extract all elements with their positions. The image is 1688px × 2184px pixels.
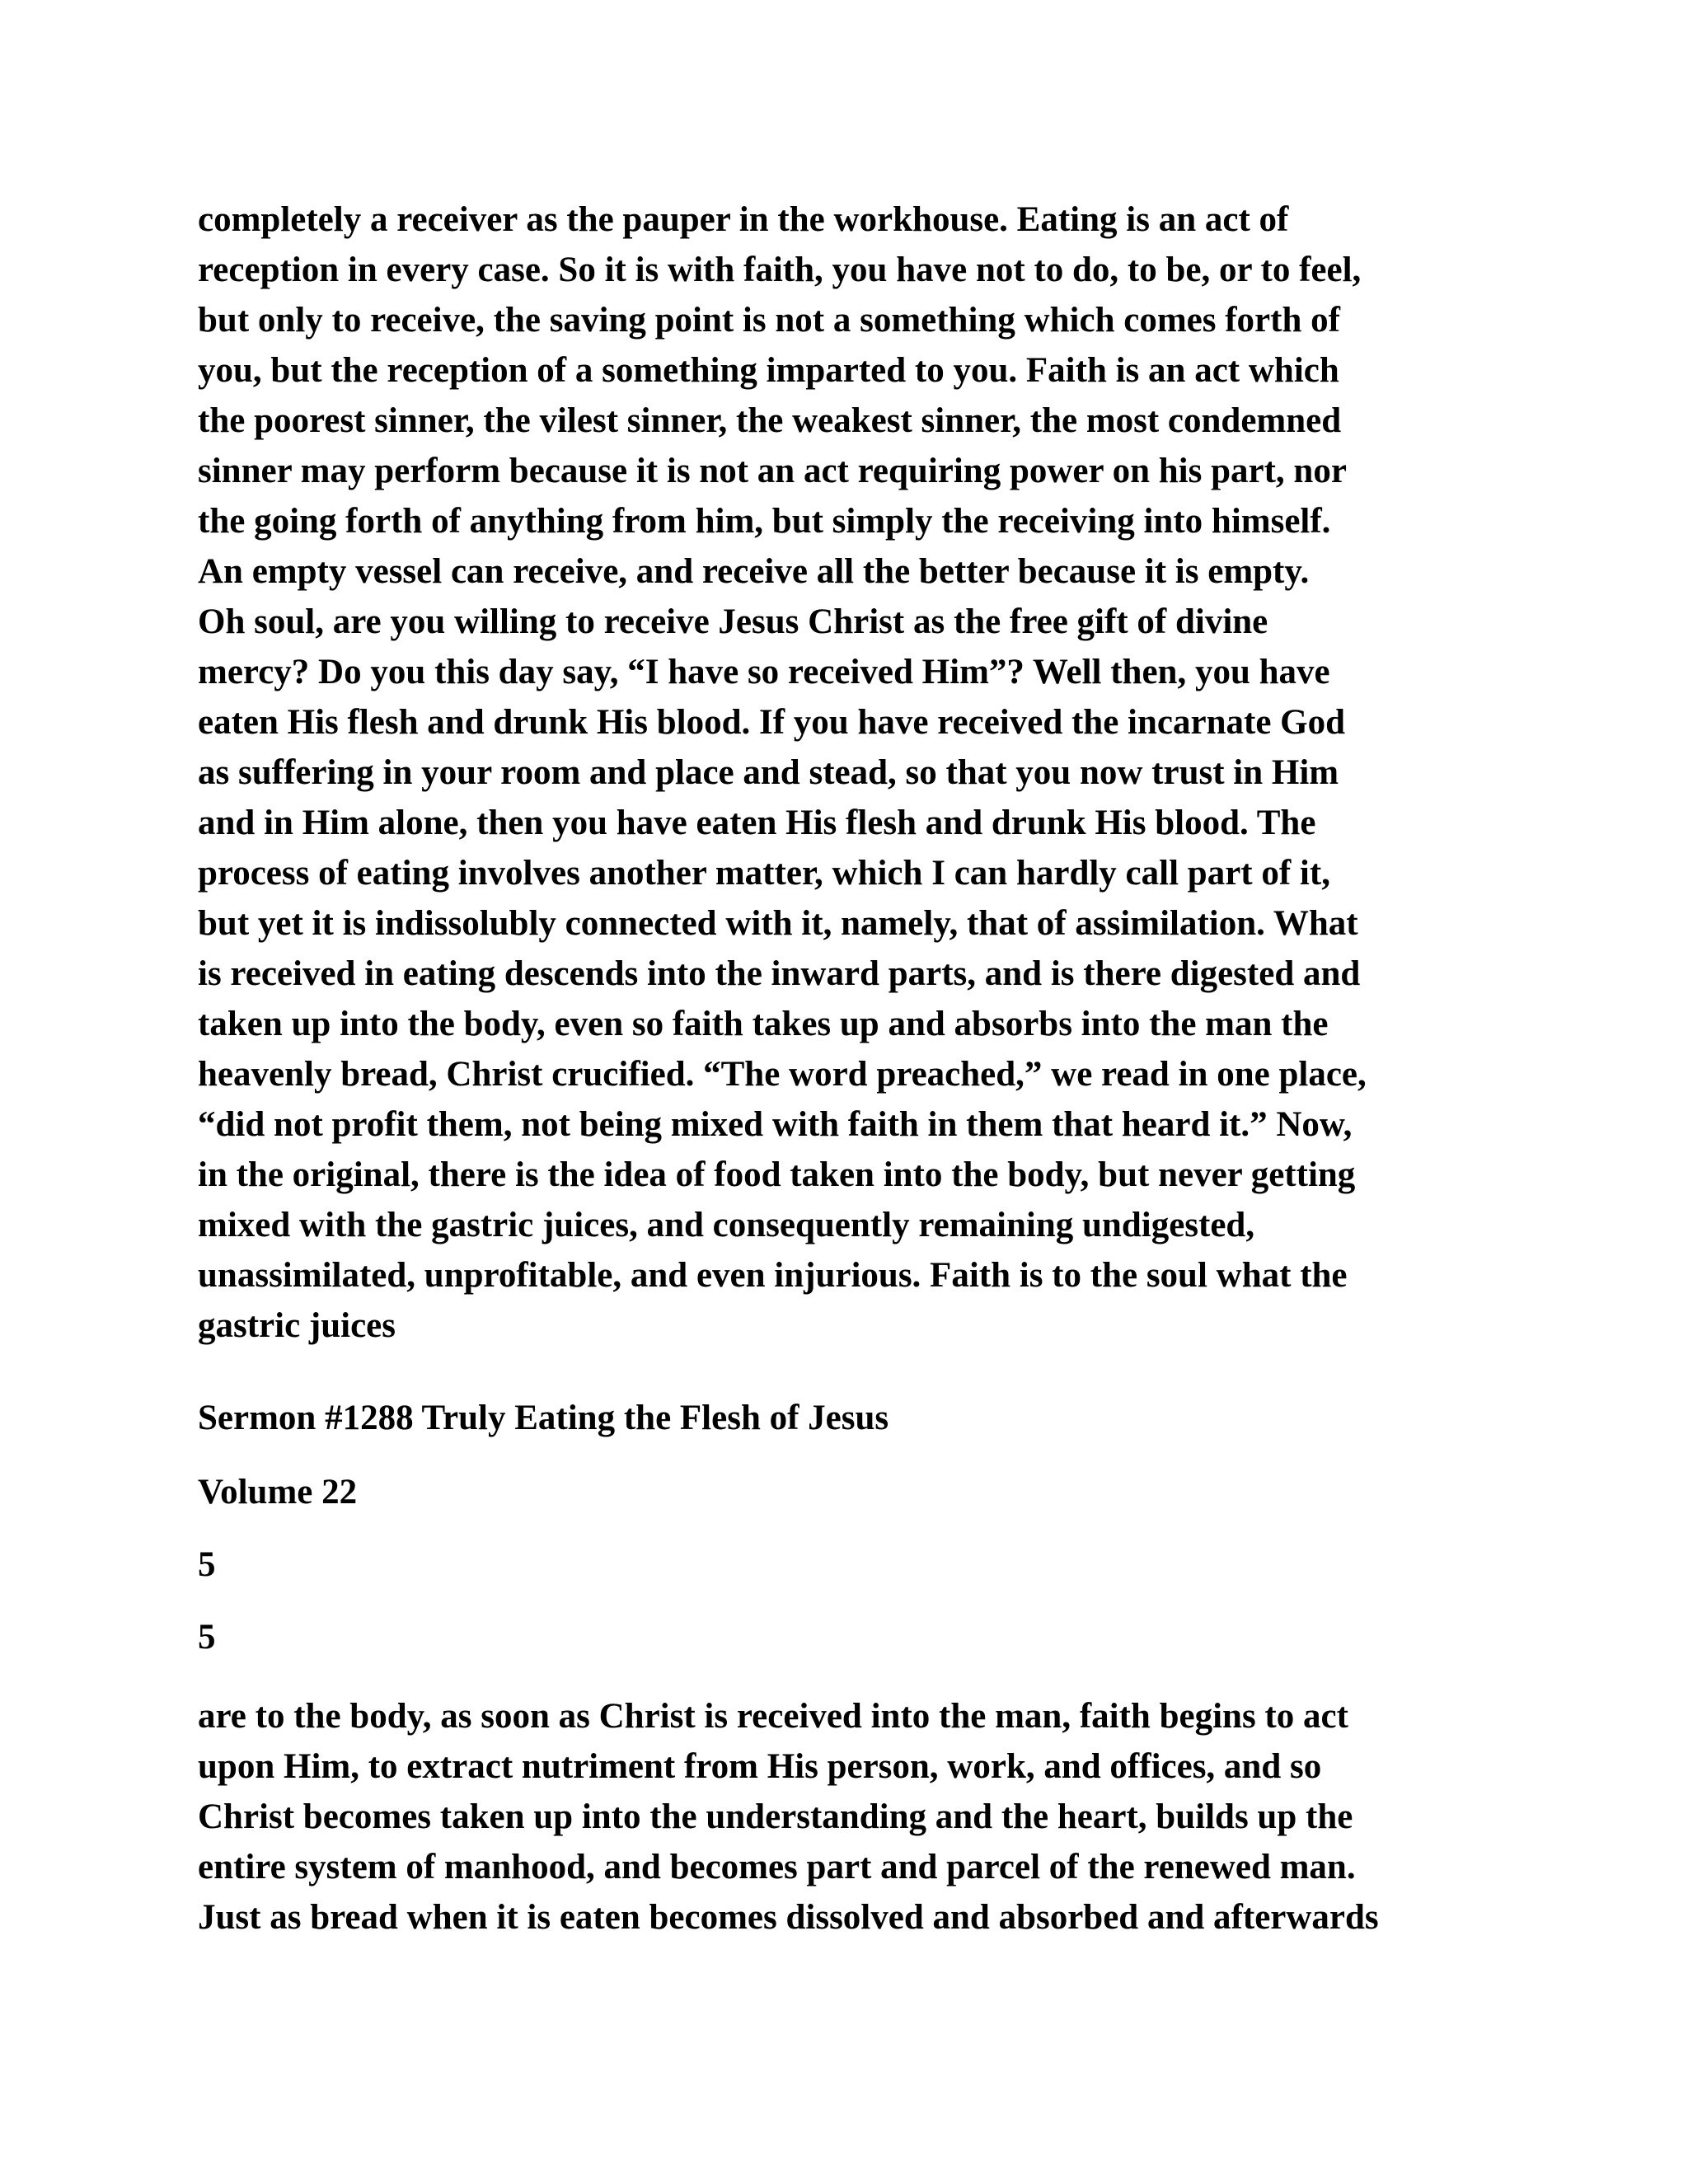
text-line: Oh soul, are you willing to receive Jesus Christ as the free gift of divine — [198, 602, 1268, 641]
text-line: taken up into the body, even so faith takes up and absorbs into the man the — [198, 1005, 1329, 1043]
text-line: in the original, there is the idea of food taken into the body, but never getting — [198, 1155, 1356, 1194]
text-line: unassimilated, unprofitable, and even injurious. Faith is to the soul what the — [198, 1256, 1348, 1295]
text-line: mercy? Do you this day say, “I have so received Him”? Well then, you have — [198, 653, 1330, 691]
sermon-title: Sermon #1288 Truly Eating the Flesh of Jesus — [198, 1399, 889, 1437]
text-line: is received in eating descends into the inward parts, and is there digested and — [198, 954, 1361, 993]
text-line: Just as bread when it is eaten becomes dissolved and absorbed and afterwards — [198, 1898, 1379, 1937]
text-line: but yet it is indissolubly connected with it, namely, that of assimilation. What — [198, 904, 1358, 943]
body-paragraph-1 — [198, 194, 1500, 1351]
text-line: reception in every case. So it is with faith, you have not to do, to be, or to feel, — [198, 251, 1362, 289]
text-line: the poorest sinner, the vilest sinner, the weakest sinner, the most condemned — [198, 401, 1342, 440]
text-line: process of eating involves another matter, which I can hardly call part of it, — [198, 854, 1330, 893]
text-line: upon Him, to extract nutriment from His person, work, and offices, and so — [198, 1747, 1322, 1786]
text-line: sinner may perform because it is not an act requiring power on his part, nor — [198, 452, 1347, 490]
page-number: 5 — [198, 1545, 216, 1584]
volume-label: Volume 22 — [198, 1473, 358, 1511]
text-line: as suffering in your room and place and stead, so that you now trust in Him — [198, 753, 1339, 792]
text-line: gastric juices — [198, 1306, 396, 1345]
text-line: and in Him alone, then you have eaten His flesh and drunk His blood. The — [198, 804, 1316, 842]
text-line: the going forth of anything from him, but simply the receiving into himself. — [198, 502, 1331, 541]
text-line: eaten His flesh and drunk His blood. If you have received the incarnate God — [198, 703, 1346, 742]
text-line: mixed with the gastric juices, and consequently remaining undigested, — [198, 1206, 1255, 1244]
text-line: are to the body, as soon as Christ is received into the man, faith begins to act — [198, 1697, 1348, 1736]
text-line: “did not profit them, not being mixed with faith in them that heard it.” Now, — [198, 1105, 1353, 1144]
body-paragraph-2 — [198, 1691, 1500, 1943]
text-line: you, but the reception of a something imparted to you. Faith is an act which — [198, 351, 1339, 390]
text-line: Christ becomes taken up into the understanding and the heart, builds up the — [198, 1797, 1353, 1836]
text-line: but only to receive, the saving point is not a something which comes forth of — [198, 301, 1340, 340]
text-line: An empty vessel can receive, and receive all the better because it is empty. — [198, 552, 1310, 591]
text-line: entire system of manhood, and becomes part and parcel of the renewed man. — [198, 1848, 1356, 1886]
text-line: heavenly bread, Christ crucified. “The word preached,” we read in one place, — [198, 1055, 1367, 1094]
text-line: completely a receiver as the pauper in the workhouse. Eating is an act of — [198, 200, 1289, 239]
page-number: 5 — [198, 1618, 216, 1657]
